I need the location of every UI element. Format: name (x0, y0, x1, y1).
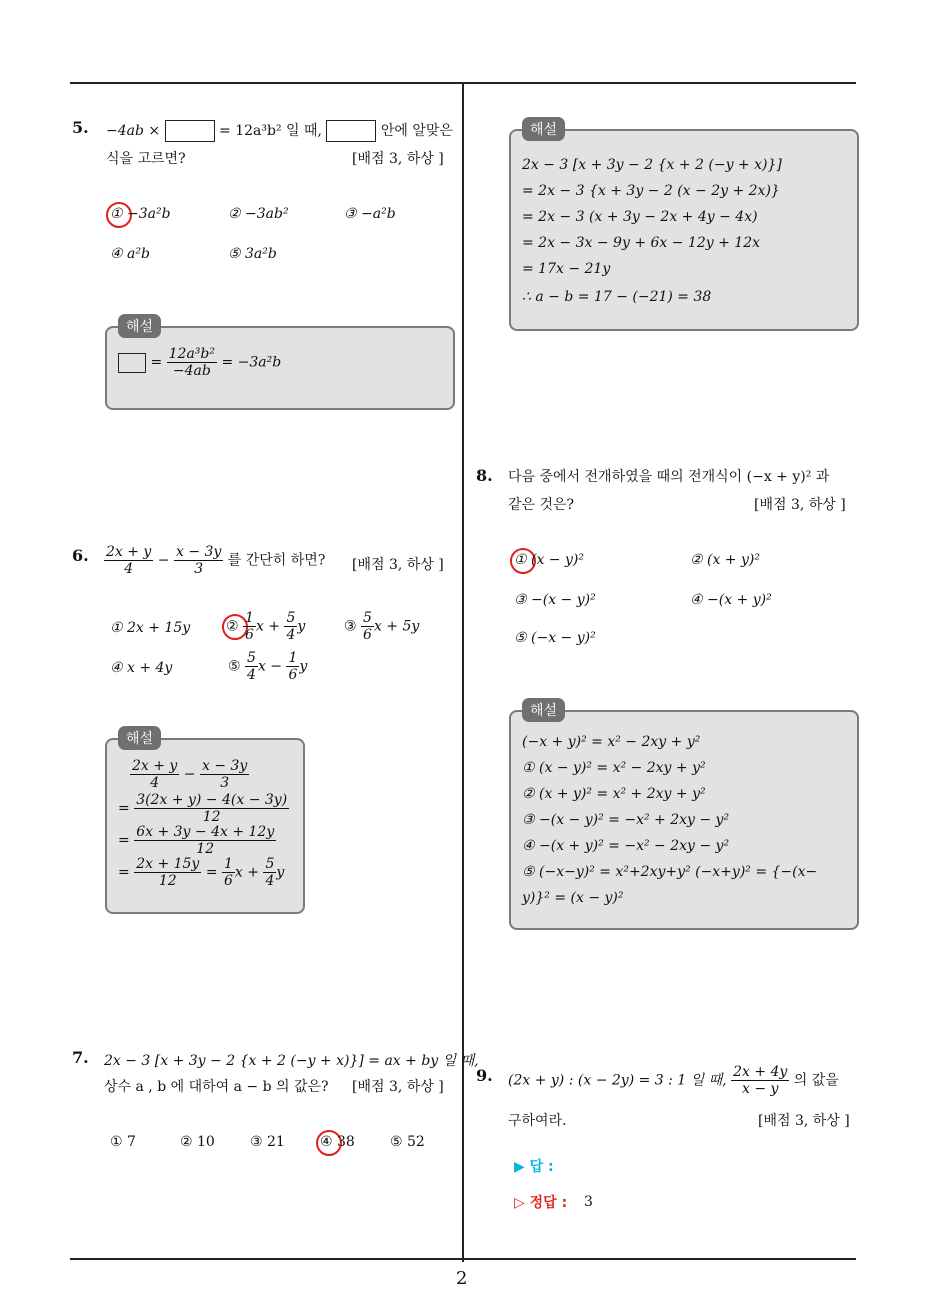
q8-line1: 다음 중에서 전개하였을 때의 전개식이 (−x + y)² 과 (508, 469, 830, 485)
q8-solution-line-2: ① (x − y)² = x² − 2xy + y² (522, 760, 706, 776)
q6-sol3-frac-num: 6x + 3y − 4x + 12y (136, 824, 275, 840)
q9-answer-label: ▶ 답 : (514, 1159, 554, 1175)
q7-option-1[interactable]: ① 7 (110, 1134, 136, 1150)
q5-solution-blank (118, 353, 146, 373)
q6-sol4-frac2-den: 6 (224, 873, 233, 890)
q6-sol1-op: − (183, 766, 196, 783)
q6-option-2-label: ② (226, 618, 239, 635)
q6-option-4[interactable]: ④ x + 4y (110, 660, 173, 676)
q5-option-2[interactable]: ② −3ab² (228, 206, 289, 222)
q8-solution-line-3: ② (x + y)² = x² + 2xy + y² (522, 786, 706, 802)
q6-sol2-frac (134, 792, 289, 825)
q6-option-5-end: y (299, 658, 308, 675)
q6-minus: − (157, 552, 170, 569)
q6-sol4-frac2 (222, 856, 235, 889)
q6-sol4-eq: = (118, 864, 130, 881)
q8-solution-line-6: ⑤ (−x−y)² = x²+2xy+y² (−x+y)² = {−(x− (522, 864, 818, 880)
q6-frac1-den: 4 (124, 561, 134, 578)
q5-solution-line (118, 346, 281, 379)
q5-option-1[interactable]: ① −3a²b (110, 206, 171, 222)
q7-line2: 상수 a , b 에 대하여 a − b 의 값은? (104, 1079, 329, 1095)
q6-option-5-frac1 (245, 650, 258, 683)
q6-sol1-frac2 (200, 758, 249, 791)
q6-sol4-frac-den: 12 (158, 873, 177, 890)
bottom-rule (70, 1258, 856, 1260)
q6-sol4-eq2: = (205, 864, 218, 881)
q7-option-4[interactable]: ④ 38 (320, 1134, 355, 1150)
q6-option-3-frac (361, 610, 374, 643)
q6-option-3-frac-den: 6 (363, 627, 372, 644)
q8-option-2[interactable]: ② (x + y)² (690, 552, 760, 568)
q6-sol1-frac1 (130, 758, 179, 791)
q6-sol4-frac3 (263, 856, 276, 889)
q6-option-5[interactable] (228, 650, 307, 683)
q6-frac2-num: x − 3y (175, 544, 222, 560)
q7-solution-line-5: = 17x − 21y (522, 261, 611, 277)
q6-option-3[interactable] (344, 610, 419, 643)
q9-correct-label: ▷ 정답 : (514, 1195, 568, 1211)
q6-number: 6. (72, 546, 89, 565)
q6-option-5-frac2 (286, 650, 299, 683)
q6-option-2-frac2-den: 4 (286, 627, 296, 644)
q6-option-5-frac2-den: 6 (288, 667, 298, 684)
q7-solution-line-3: = 2x − 3 (x + 3y − 2x + 4y − 4x) (522, 209, 758, 225)
q5-score: [배점 3, 하상 ] (352, 151, 444, 167)
q6-sol4-mid: x + (234, 864, 259, 881)
q7-option-2[interactable]: ② 10 (180, 1134, 215, 1150)
q5-solution-denominator: −4ab (172, 363, 211, 380)
q7-number: 7. (72, 1048, 89, 1067)
q6-option-2-frac2-num: 5 (286, 610, 296, 626)
q5-solution-eq: = (150, 354, 163, 371)
q8-solution-line-5: ④ −(x + y)² = −x² − 2xy − y² (522, 838, 730, 854)
q7-option-3[interactable]: ③ 21 (250, 1134, 285, 1150)
q6-option-5-frac1-num: 5 (247, 650, 256, 666)
q6-option-2-frac1-num: 1 (245, 610, 254, 626)
q6-sol4-frac-num: 2x + 15y (136, 856, 200, 872)
q9-frac-den: x − y (741, 1081, 779, 1098)
q8-option-3[interactable]: ③ −(x − y)² (514, 592, 596, 608)
q7-option-5[interactable]: ⑤ 52 (390, 1134, 425, 1150)
q8-number: 8. (476, 466, 493, 485)
q8-option-4[interactable]: ④ −(x + y)² (690, 592, 772, 608)
q6-option-5-frac2-num: 1 (288, 650, 298, 666)
q8-score: [배점 3, 하상 ] (754, 497, 846, 513)
q6-sol4-frac (134, 856, 201, 889)
q6-option-2-end: y (297, 618, 306, 635)
q5-blank-box (165, 120, 215, 142)
q6-option-2-frac1-den: 6 (245, 627, 254, 644)
q6-sol1-frac2-den: 3 (220, 775, 230, 792)
q9-line2: 구하여라. (508, 1113, 567, 1129)
q9-line1 (508, 1064, 839, 1097)
q7-solution-line-2: = 2x − 3 {x + 3y − 2 (x − 2y + 2x)} (522, 183, 780, 199)
q5-expr-a: −4ab × (106, 123, 161, 139)
q9-ratio: (2x + y) : (x − 2y) = 3 : 1 일 때, (508, 1072, 727, 1089)
q5-solution-result: = −3a²b (221, 354, 282, 371)
q5-blank-box-2 (326, 120, 376, 142)
q5-line1 (106, 120, 453, 142)
q6-sol4-frac2-num: 1 (224, 856, 233, 872)
q7-solution-line-1: 2x − 3 [x + 3y − 2 {x + 2 (−y + x)}] (522, 157, 782, 173)
q7-solution-tag: 해설 (522, 117, 565, 141)
q5-expr-b: = 12a³b² 일 때, (219, 123, 322, 139)
q7-solution-line-4: = 2x − 3x − 9y + 6x − 12y + 12x (522, 235, 760, 251)
q6-option-2-frac1 (243, 610, 256, 643)
q8-option-5[interactable]: ⑤ (−x − y)² (514, 630, 596, 646)
q6-option-3-frac-num: 5 (363, 610, 372, 626)
q6-solution-line-4 (118, 856, 284, 889)
q5-solution-tag: 해설 (118, 314, 161, 338)
q8-line2: 같은 것은? (508, 497, 575, 513)
q6-frac1-num: 2x + y (106, 544, 152, 560)
q6-sol1-frac1-num: 2x + y (132, 758, 178, 774)
q6-frac2-den: 3 (194, 561, 204, 578)
q5-solution-numerator: 12a³b² (168, 346, 215, 362)
q8-option-1[interactable]: ① (x − y)² (514, 552, 584, 568)
q6-sol2-frac-den: 12 (202, 809, 221, 826)
q6-frac2 (174, 544, 223, 577)
q6-frac1 (104, 544, 153, 577)
q7-solution-line-6: ∴ a − b = 17 − (−21) = 38 (522, 289, 712, 305)
q9-frac-num: 2x + 4y (733, 1064, 788, 1080)
q8-solution-line-7: y)}² = (x − y)² (522, 890, 624, 906)
q5-option-5[interactable]: ⑤ 3a²b (228, 246, 277, 262)
q6-sol3-eq: = (118, 832, 130, 849)
q6-sol4-frac3-den: 4 (265, 873, 275, 890)
q6-option-5-label: ⑤ (228, 658, 241, 675)
q8-solution-tag: 해설 (522, 698, 565, 722)
q6-option-2-frac2 (284, 610, 297, 643)
q7-score: [배점 3, 하상 ] (352, 1079, 444, 1095)
q6-option-5-mid: x − (257, 658, 283, 675)
q5-number: 5. (72, 118, 89, 137)
q6-score: [배점 3, 하상 ] (352, 557, 444, 573)
q6-option-2-mid: x + (255, 618, 281, 635)
q5-expr-c: 안에 알맞은 (380, 123, 453, 139)
q6-option-3-end: x + 5y (373, 618, 420, 635)
q6-sol1-frac1-den: 4 (150, 775, 160, 792)
q5-option-4[interactable]: ④ a²b (110, 246, 150, 262)
q9-correct-value: 3 (584, 1194, 593, 1210)
q5-solution-fraction (167, 346, 217, 379)
q9-fraction (731, 1064, 789, 1097)
q5-line2: 식을 고르면? (106, 151, 186, 167)
q6-option-5-frac1-den: 4 (247, 667, 256, 684)
q5-option-3[interactable]: ③ −a²b (344, 206, 396, 222)
q6-line1 (104, 544, 325, 577)
column-divider (462, 82, 464, 1262)
q6-solution-line-2 (118, 792, 289, 825)
q6-sol1-frac2-num: x − 3y (201, 758, 248, 774)
q9-number: 9. (476, 1066, 493, 1085)
q6-sol4-end: y (276, 864, 285, 881)
q9-line1-end: 의 값을 (793, 1072, 839, 1089)
q6-solution-line-3 (118, 824, 276, 857)
q6-sol4-frac3-num: 5 (265, 856, 275, 872)
q9-score: [배점 3, 하상 ] (758, 1113, 850, 1129)
q6-option-2[interactable] (226, 610, 305, 643)
q6-option-3-label: ③ (344, 618, 357, 635)
q8-solution-line-1: (−x + y)² = x² − 2xy + y² (522, 734, 701, 750)
q6-sol2-frac-num: 3(2x + y) − 4(x − 3y) (136, 792, 288, 808)
q8-solution-line-4: ③ −(x − y)² = −x² + 2xy − y² (522, 812, 730, 828)
q6-solution-tag: 해설 (118, 726, 161, 750)
q7-line1: 2x − 3 [x + 3y − 2 {x + 2 (−y + x)}] = ax + by 일 때, (104, 1053, 479, 1069)
q6-option-1[interactable]: ① 2x + 15y (110, 620, 191, 636)
q6-solution-line-1 (130, 758, 249, 791)
q6-prompt: 를 간단히 하면? (227, 552, 326, 569)
q6-sol2-eq: = (118, 800, 130, 817)
q6-sol3-frac-den: 12 (196, 841, 215, 858)
q6-sol3-frac (134, 824, 276, 857)
page-number: 2 (456, 1268, 468, 1289)
